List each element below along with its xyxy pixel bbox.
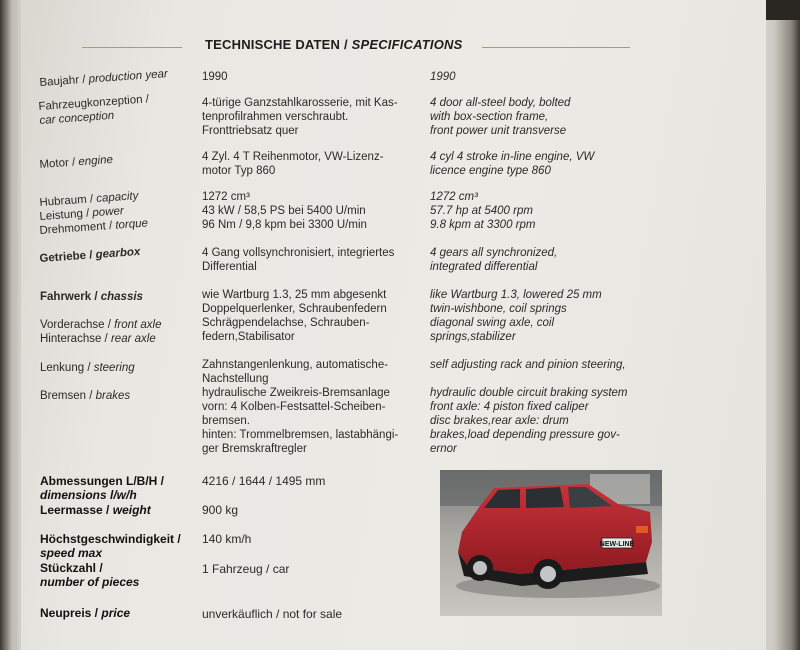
label-brakes: Bremsen / brakes [40, 390, 131, 402]
value-chassis-de: wie Wartburg 1.3, 25 mm abgesenkt Doppelquerlenker, Schraubenfedern Schrägpendelachse, Schrauben- federn,Stabilisator [202, 289, 387, 343]
value-year-en: 1990 [430, 71, 456, 83]
label-rear-axle: Hinterachse / rear axle [40, 333, 156, 345]
label-torque: Drehmoment / torque [39, 217, 149, 238]
value-power-en: 57.7 hp at 5400 rpm [430, 205, 533, 217]
value-steering-en: self adjusting rack and pinion steering, [430, 359, 626, 371]
label-chassis: Fahrwerk / chassis [40, 291, 143, 303]
value-concept-en: 4 door all-steel body, bolted with box-section frame, front power unit transverse [430, 97, 571, 137]
label-car-conception: Fahrzeugkonzeption / car conception [38, 93, 150, 128]
value-engine-en: 4 cyl 4 stroke in-line engine, VW licence engine type 860 [430, 151, 595, 177]
label-production-year: Baujahr / production year [39, 68, 169, 90]
label-weight: Leermasse / weight [40, 503, 151, 517]
value-brakes-en: hydraulic double circuit braking system front axle: 4 piston fixed caliper disc brakes,rear axle: drum brakes,load depending pressure gov- ernor [430, 387, 628, 455]
value-gearbox-en: 4 gears all synchronized, integrated differential [430, 247, 558, 273]
header-rule-right [482, 47, 630, 48]
car-illustration [440, 470, 662, 616]
value-steering-de: Zahnstangenlenkung, automatische- Nachstellung [202, 359, 389, 385]
label-gearbox: Getriebe / gearbox [39, 245, 141, 266]
value-number-of-pieces: 1 Fahrzeug / car [202, 562, 290, 576]
value-dimensions: 4216 / 1644 / 1495 mm [202, 474, 326, 488]
value-engine-de: 4 Zyl. 4 T Reihenmotor, VW-Lizenz- motor Typ 860 [202, 151, 384, 177]
license-plate: NEW-LINE [599, 541, 635, 548]
value-capacity-de: 1272 cm³ [202, 191, 250, 203]
label-number-of-pieces: Stückzahl / number of pieces [40, 561, 140, 589]
value-power-de: 43 kW / 58,5 PS bei 5400 U/min [202, 205, 366, 217]
label-engine: Motor / engine [39, 153, 114, 172]
value-speed-max: 140 km/h [202, 532, 252, 546]
value-price: unverkäuflich / not for sale [202, 607, 343, 621]
value-brakes-de: hydraulische Zweikreis-Bremsanlage vorn: 4 Kolben-Festsattel-Scheiben- bremsen. hinten: Trommelbremsen, lastabhängi- ger Bremskraftregler [202, 387, 399, 455]
label-power: Leistung / power [39, 205, 125, 224]
label-front-axle: Vorderachse / front axle [40, 319, 162, 331]
value-chassis-en: like Wartburg 1.3, lowered 25 mm twin-wishbone, coil springs diagonal swing axle, coil springs,stabilizer [430, 289, 602, 343]
car-photo [440, 470, 662, 616]
value-weight: 900 kg [202, 503, 239, 517]
value-gearbox-de: 4 Gang vollsynchronisiert, integriertes Differential [202, 247, 395, 273]
label-steering: Lenkung / steering [40, 362, 135, 374]
value-torque-de: 96 Nm / 9,8 kpm bei 3300 U/min [202, 219, 367, 231]
value-year-de: 1990 [202, 71, 228, 83]
value-concept-de: 4-türige Ganzstahlkarosserie, mit Kas- tenprofilrahmen verschraubt. Fronttriebsatz quer [202, 97, 398, 137]
page-title: TECHNISCHE DATEN / SPECIFICATIONS [205, 37, 463, 52]
value-capacity-en: 1272 cm³ [430, 191, 478, 203]
label-capacity: Hubraum / capacity [39, 190, 139, 210]
label-speed-max: Höchstgeschwindigkeit / speed max [40, 532, 181, 560]
header-rule-left [82, 47, 182, 48]
value-torque-en: 9.8 kpm at 3300 rpm [430, 219, 536, 231]
label-dimensions: Abmessungen L/B/H / dimensions l/w/h [40, 474, 165, 502]
label-price: Neupreis / price [40, 606, 131, 620]
